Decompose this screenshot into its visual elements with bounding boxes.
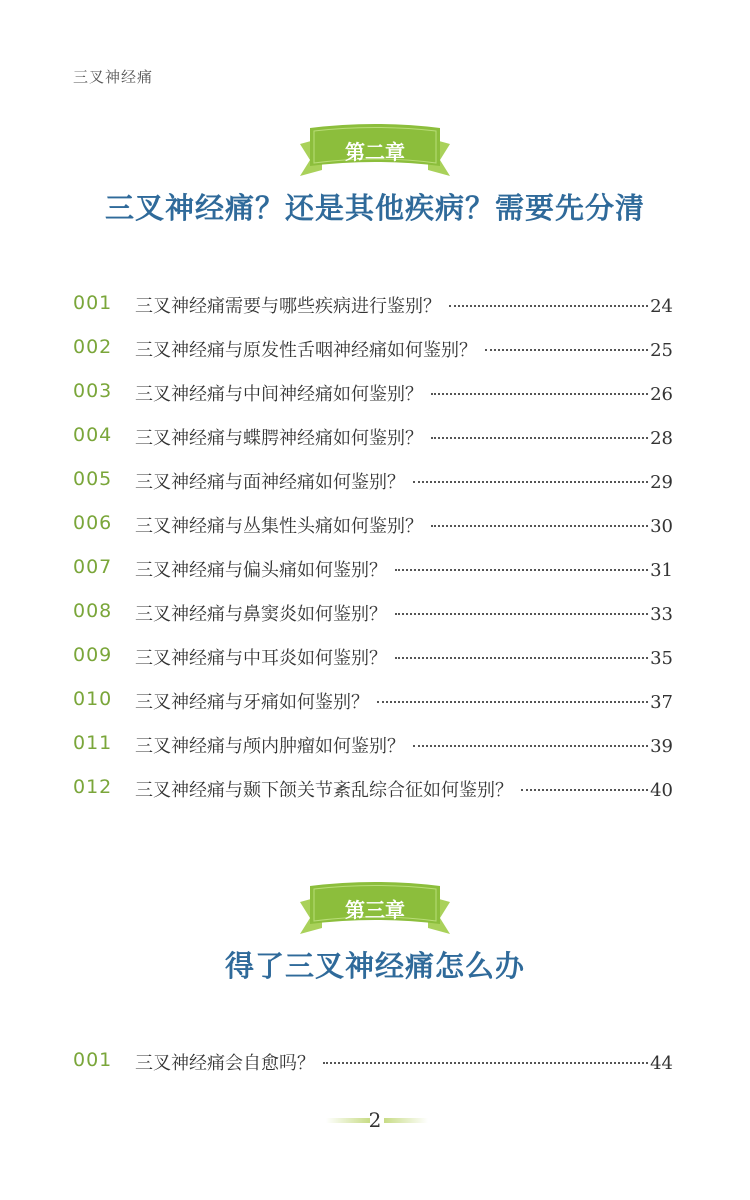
chapter-banner-label: 第二章: [345, 140, 405, 164]
toc-entry-title: 三叉神经痛与颅内肿瘤如何鉴别？: [135, 736, 405, 757]
dot-leader: [521, 789, 648, 791]
toc-entry-number: 003: [73, 380, 113, 402]
toc-entry-title: 三叉神经痛与蝶腭神经痛如何鉴别？: [135, 428, 423, 449]
toc-entry-title: 三叉神经痛与中间神经痛如何鉴别？: [135, 384, 423, 405]
toc-entry[interactable]: [73, 466, 673, 496]
toc-entry-page: 40: [650, 780, 673, 801]
toc-entry-number: 010: [73, 688, 113, 710]
toc-entry-page: 30: [650, 516, 673, 537]
toc-entry-title: 三叉神经痛需要与哪些疾病进行鉴别？: [135, 296, 441, 317]
toc-entry[interactable]: [73, 598, 673, 628]
toc-entry-number: 001: [73, 292, 113, 314]
toc-entry-title: 三叉神经痛与丛集性头痛如何鉴别？: [135, 516, 423, 537]
toc-entry-page: 44: [650, 1053, 673, 1074]
toc-entry-number: 001: [73, 1049, 113, 1071]
dot-leader: [377, 701, 648, 703]
toc-entry[interactable]: [73, 774, 673, 804]
dot-leader: [395, 613, 648, 615]
toc-entry-page: 39: [650, 736, 673, 757]
dot-leader: [323, 1062, 648, 1064]
toc-entry-title: 三叉神经痛与原发性舌咽神经痛如何鉴别？: [135, 340, 477, 361]
dot-leader: [431, 437, 648, 439]
toc-entry[interactable]: [73, 642, 673, 672]
toc-entry-page: 29: [650, 472, 673, 493]
toc-entry[interactable]: [73, 378, 673, 408]
toc-entry-title: 三叉神经痛与颞下颌关节紊乱综合征如何鉴别？: [135, 780, 513, 801]
toc-entry-page: 33: [650, 604, 673, 625]
chapter-banner-label: 第三章: [345, 898, 405, 922]
toc-entry-page: 31: [650, 560, 673, 581]
page-number: 2: [368, 1108, 382, 1132]
toc-entry-number: 002: [73, 336, 113, 358]
toc-entry[interactable]: [73, 554, 673, 584]
dot-leader: [449, 305, 648, 307]
chapter-banner: [300, 880, 450, 936]
toc-entry-page: 28: [650, 428, 673, 449]
toc-entry[interactable]: [73, 1047, 673, 1077]
toc-entry-title: 三叉神经痛与偏头痛如何鉴别？: [135, 560, 387, 581]
toc-entry-number: 007: [73, 556, 113, 578]
toc-entry-title: 三叉神经痛与中耳炎如何鉴别？: [135, 648, 387, 669]
dot-leader: [413, 745, 648, 747]
toc-entry-title: 三叉神经痛与牙痛如何鉴别？: [135, 692, 369, 713]
dot-leader: [431, 525, 648, 527]
toc-entry-page: 35: [650, 648, 673, 669]
page-footer: [0, 1108, 750, 1132]
dot-leader: [485, 349, 648, 351]
toc-entry-number: 012: [73, 776, 113, 798]
toc-entry-number: 004: [73, 424, 113, 446]
toc-entry-number: 006: [73, 512, 113, 534]
dot-leader: [395, 569, 648, 571]
toc-entry-title: 三叉神经痛与面神经痛如何鉴别？: [135, 472, 405, 493]
toc-entry-number: 005: [73, 468, 113, 490]
toc-entry-page: 25: [650, 340, 673, 361]
toc-entry[interactable]: [73, 686, 673, 716]
dot-leader: [431, 393, 648, 395]
toc-entry-number: 011: [73, 732, 113, 754]
toc-entry[interactable]: [73, 290, 673, 320]
toc-entry-title: 三叉神经痛与鼻窦炎如何鉴别？: [135, 604, 387, 625]
toc-entry-page: 26: [650, 384, 673, 405]
toc-entry-page: 37: [650, 692, 673, 713]
toc-entry-page: 24: [650, 296, 673, 317]
chapter-title: 得了三叉神经痛怎么办: [224, 949, 525, 983]
toc-entry[interactable]: [73, 334, 673, 364]
chapter-banner: [300, 122, 450, 178]
toc-entry[interactable]: [73, 422, 673, 452]
toc-entry-title: 三叉神经痛会自愈吗？: [135, 1053, 315, 1074]
dot-leader: [413, 481, 648, 483]
chapter-title: 三叉神经痛？还是其他疾病？需要先分清: [104, 191, 645, 225]
toc-entry-number: 008: [73, 600, 113, 622]
dot-leader: [395, 657, 648, 659]
toc-entry-number: 009: [73, 644, 113, 666]
running-header: 三叉神经痛: [73, 68, 154, 86]
toc-entry[interactable]: [73, 510, 673, 540]
toc-entry[interactable]: [73, 730, 673, 760]
